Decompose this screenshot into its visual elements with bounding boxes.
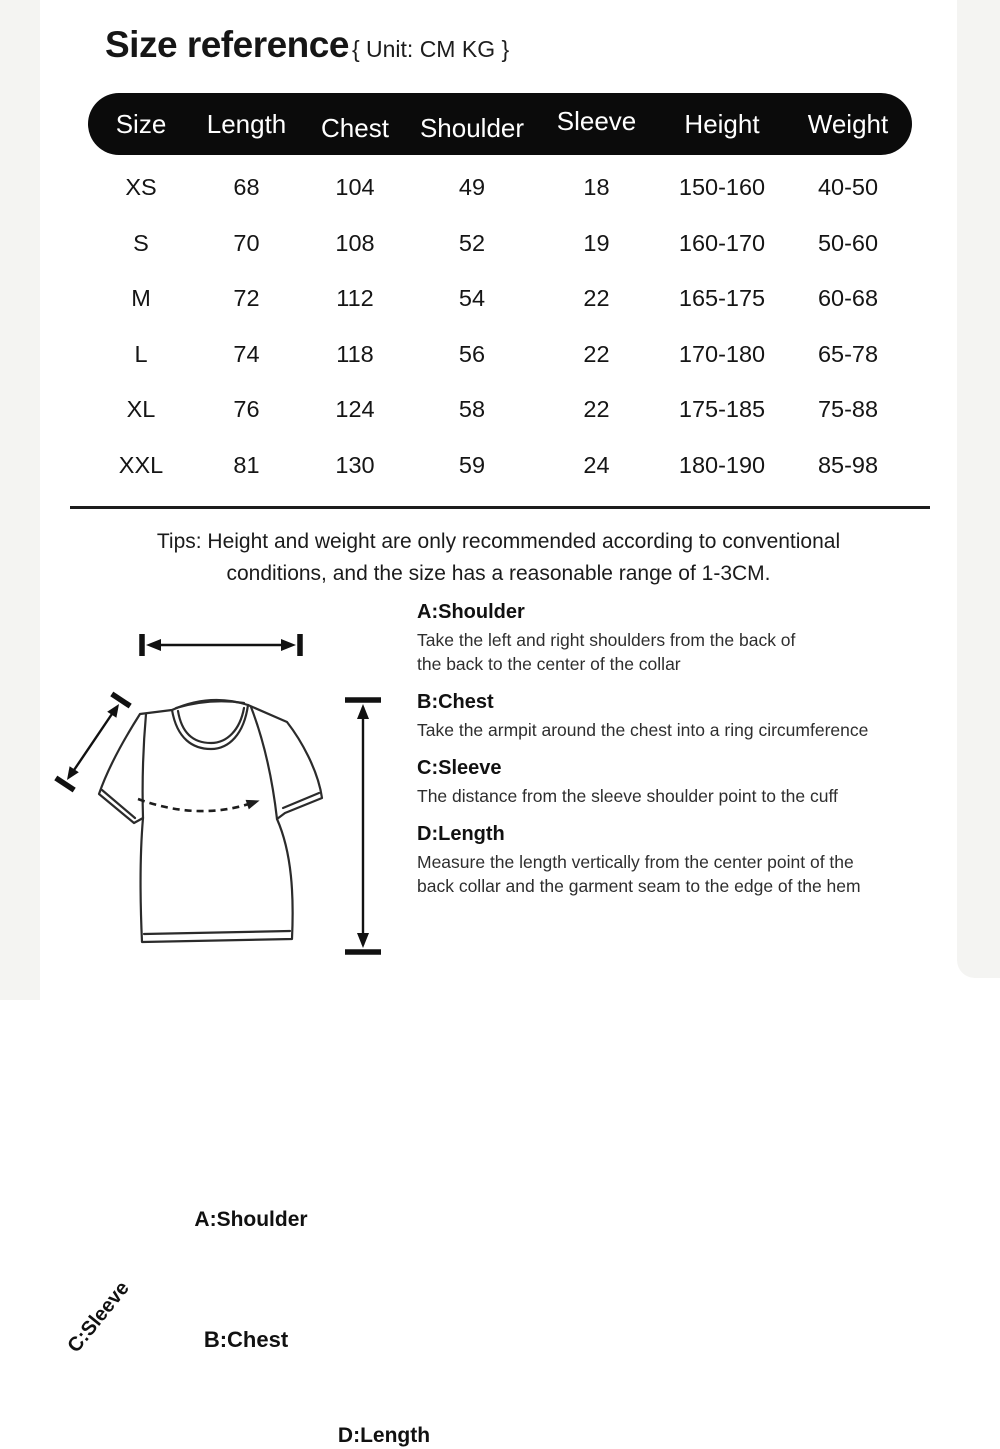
value-cell: 112 (336, 285, 374, 312)
guide-text (417, 628, 965, 676)
shoulder-arrow (142, 634, 300, 656)
text-line: Tips: Height and weight are only recommended according to conventional (156, 530, 841, 553)
table-row (88, 382, 912, 438)
value-cell: 22 (583, 396, 610, 423)
value-cell: 108 (335, 229, 375, 256)
guide-block-chest (417, 691, 965, 742)
size-cell: M (131, 285, 151, 312)
value-cell: 75-88 (817, 396, 879, 423)
guide-block-sleeve (417, 757, 965, 808)
table-header-row (88, 93, 912, 155)
value-cell: 56 (458, 340, 486, 367)
value-cell: 160-170 (678, 229, 766, 256)
value-cell: 74 (233, 340, 260, 367)
guide-block-length (417, 823, 965, 898)
table-row (88, 327, 912, 383)
value-cell: 19 (583, 229, 610, 256)
guide-text (417, 718, 965, 742)
value-cell: 22 (583, 340, 610, 367)
guide-title: C:Sleeve (417, 757, 502, 779)
value-cell: 130 (335, 451, 375, 478)
column-header: Weight (807, 108, 889, 139)
value-cell: 70 (233, 229, 260, 256)
text-line: Measure the length vertically from the center point of the (417, 852, 854, 872)
section-divider (70, 506, 930, 509)
value-cell: 170-180 (678, 340, 766, 367)
value-cell: 40-50 (817, 174, 879, 201)
title-row (105, 24, 509, 66)
table-row (88, 216, 912, 272)
size-cell: XXL (118, 451, 164, 478)
text-line: back collar and the garment seam to the edge of the hem (417, 876, 861, 896)
value-cell: 68 (233, 174, 260, 201)
value-cell: 72 (233, 285, 260, 312)
table-row (88, 271, 912, 327)
value-cell: 18 (583, 174, 610, 201)
text-line: conditions, and the size has a reasonable range of 1-3CM. (226, 561, 771, 585)
guide-text (417, 850, 965, 898)
value-cell: 52 (458, 229, 486, 256)
column-header: Height (684, 108, 760, 139)
value-cell: 60-68 (817, 285, 879, 312)
measurement-guide (417, 601, 965, 898)
text-line: Take the armpit around the chest into a ring circumference (417, 720, 869, 740)
value-cell: 54 (458, 285, 486, 312)
text-line: the back to the center of the collar (417, 654, 681, 674)
size-cell: L (134, 340, 148, 367)
value-cell: 76 (233, 396, 260, 423)
column-header: Chest (321, 112, 389, 143)
value-cell: 65-78 (817, 340, 879, 367)
tips-text (40, 526, 957, 589)
table-body (88, 160, 912, 493)
table-row (88, 438, 912, 494)
text-line: Take the left and right shoulders from the back of (417, 630, 796, 650)
size-cell: S (133, 229, 149, 256)
guide-title: D:Length (417, 823, 505, 845)
value-cell: 104 (335, 174, 375, 201)
tshirt-measurement-diagram (30, 598, 431, 1447)
value-cell: 81 (233, 451, 260, 478)
value-cell: 124 (335, 396, 375, 423)
value-cell: 180-190 (678, 451, 766, 478)
column-header: Length (206, 108, 287, 139)
column-header: Shoulder (419, 112, 525, 143)
guide-block-shoulder (417, 601, 965, 676)
diagram-label-shoulder: A:Shoulder (194, 1208, 308, 1231)
guide-title: B:Chest (417, 691, 494, 713)
value-cell: 24 (583, 451, 610, 478)
value-cell: 85-98 (817, 451, 879, 478)
value-cell: 165-175 (678, 285, 766, 312)
value-cell: 50-60 (817, 229, 879, 256)
diagram-label-chest: B:Chest (203, 1327, 289, 1352)
guide-text (417, 784, 965, 808)
column-header: Size (115, 108, 167, 139)
value-cell: 58 (458, 396, 486, 423)
table-row (88, 160, 912, 216)
value-cell: 49 (458, 174, 486, 201)
unit-note: { Unit: CM KG } (351, 36, 510, 62)
value-cell: 59 (458, 451, 486, 478)
value-cell: 22 (583, 285, 610, 312)
column-header: Sleeve (556, 105, 637, 136)
value-cell: 118 (336, 340, 374, 367)
diagram-label-length: D:Length (333, 1423, 435, 1449)
length-arrow (345, 700, 381, 952)
value-cell: 175-185 (678, 396, 766, 423)
diagram-label-sleeve: C:Sleeve (63, 1277, 134, 1357)
size-cell: XL (126, 396, 156, 423)
tshirt-outline (99, 700, 322, 942)
page-title: Size reference (105, 24, 349, 65)
tshirt-drawing (30, 598, 410, 990)
text-line: The distance from the sleeve shoulder point to the cuff (417, 786, 838, 806)
size-cell: XS (125, 174, 157, 201)
guide-title: A:Shoulder (417, 601, 525, 623)
value-cell: 150-160 (678, 174, 766, 201)
